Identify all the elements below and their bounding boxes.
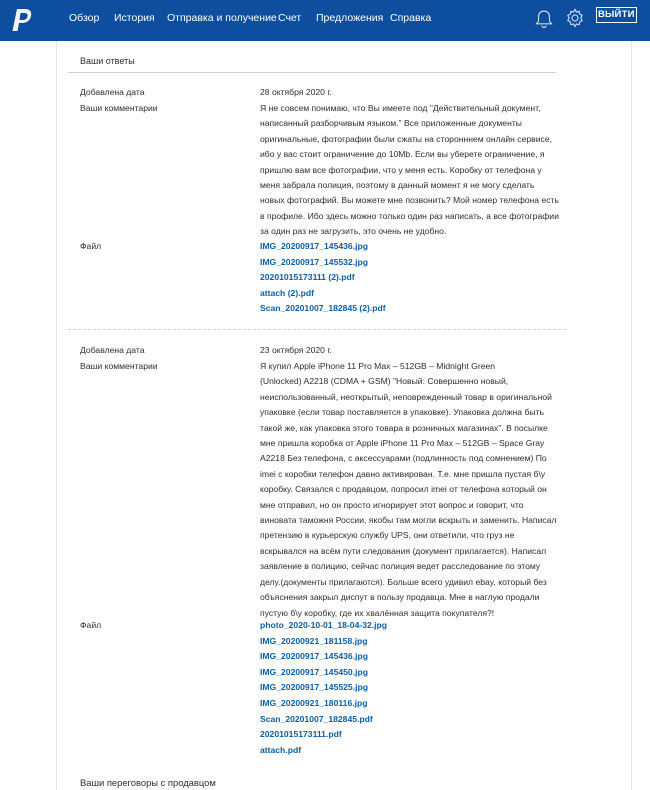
section-title: Ваши ответы [80,56,135,66]
comment-line: коробку. Связался с продавцом, попросил imei от телефона который он [260,484,547,495]
comment-line: виновата таможня России, якобы там могли вскрыть и заменить. Написал [260,515,557,526]
entry1-comment-text [260,101,560,240]
comment-line: пришлю вам все фотографии, что у меня есть. Коробку от телефона у [260,164,542,175]
top-navbar [0,0,650,41]
file-link[interactable]: IMG_20200921_180116.jpg [260,697,368,708]
entry1-file-label: Файл [80,241,102,251]
comment-line: неиспользованный, неоткрытый, неповрежденный товар в оригинальной [260,391,552,402]
entry1-file-list [260,239,386,317]
comment-line: за один раз не загрузить, это очень не удобно. [260,226,447,237]
comment-line: заявление в полицию, сейчас полиция ведет расследование по этому [260,561,541,572]
nav-send-receive[interactable]: Отправка и получение [167,12,277,24]
entry-divider [68,329,566,330]
comment-line: меня забрала полиция, поэтому в данный момент я не могу сделать [260,180,535,191]
entry2-file-label: Файл [80,620,102,630]
file-link[interactable]: IMG_20200917_145436.jpg [260,651,368,662]
comment-line: такой же, как упаковка этого товара в розничных магазинах". В посылке [260,422,548,433]
logout-button[interactable]: ВЫЙТИ [596,7,637,23]
comment-line: объяснения закрыл диспут в пользу продавца. Мне в наглую продали [260,592,540,603]
bell-icon[interactable] [534,9,554,29]
file-link[interactable]: IMG_20200917_145450.jpg [260,666,368,677]
gear-icon[interactable] [565,8,585,28]
comment-line: мне пришла коробка от Apple iPhone 11 Pro Max – 512GB – Space Gray [260,438,545,449]
comment-line: вскрывался на всём пути следования (документ прилагается). Написал [260,545,547,556]
file-link[interactable]: attach.pdf [260,744,302,755]
file-link[interactable]: IMG_20200921_181158.jpg [260,635,368,646]
nav-offers[interactable]: Предложения [316,12,384,24]
nav-history[interactable]: История [114,12,155,24]
comment-line: пустую б\у коробку, где их хвалённая защита покупателя?! [260,607,495,618]
comment-line: делу.(документы прилагаются). Больше всего удивил ebay, который без [260,576,547,587]
file-link[interactable]: Scan_20201007_182845 (2).pdf [260,303,386,314]
comment-line: новых фотографий. Вы можете мне позвонить? Мой номер телефона есть [260,195,559,206]
entry2-date-value: 23 октября 2020 г. [260,345,332,355]
file-link[interactable]: IMG_20200917_145532.jpg [260,256,368,267]
file-link[interactable]: Scan_20201007_182845.pdf [260,713,373,724]
nav-help[interactable]: Справка [390,12,432,24]
comment-line: imei с коробки телефон давно активирован. Т.е. мне пришла пустая б\у [260,468,546,479]
comment-line: оригинальные, фотографии были сжаты на сторонннем онлайн сервисе, [260,133,552,144]
file-link[interactable]: attach (2).pdf [260,287,314,298]
section-divider [68,72,556,73]
file-link[interactable]: photo_2020-10-01_18-04-32.jpg [260,620,388,630]
comment-line: (Unlocked) A2218 (CDMA + GSM) "Новый: Совершенно новый, [260,376,509,387]
comment-line: упаковке (если товар поставляется в упаковке). Упаковка должна быть [260,407,544,418]
entry2-comments-label: Ваши комментарии [80,361,158,371]
entry1-date-value: 28 октября 2020 г. [260,87,332,97]
entry2-file-list [260,618,387,758]
entry1-comments-label: Ваши комментарии [80,103,158,113]
comment-line: Я не совсем понимаю, что Вы имеете под "Действительный документ, [260,103,541,113]
entry2-date-label: Добавлена дата [80,345,145,355]
paypal-logo-icon[interactable] [12,8,34,33]
comment-line: написанный разборчивым языком." Все приложенные документы [260,118,522,129]
entry1-date-label: Добавлена дата [80,87,145,97]
nav-account[interactable]: Счет [278,12,302,24]
comment-line: A2218 Без телефона, с аксессуарами (подлинность под сомнением) По [260,453,547,464]
seller-negotiations-title: Ваши переговоры с продавцом [80,777,216,788]
nav-overview[interactable]: Обзор [69,12,100,24]
file-link[interactable]: IMG_20200917_145436.jpg [260,241,368,251]
file-link[interactable]: IMG_20200917_145525.jpg [260,682,368,693]
comment-line: ибо у вас стоит ограничение до 10Mb. Если вы уберете ограничение, я [260,149,545,160]
comment-line: мне отправил, но он просто игнорирует этот вопрос и говорит, что [260,499,524,510]
file-link[interactable]: 20201015173111 (2).pdf [260,272,355,283]
entry2-comment-text [260,359,560,621]
comment-line: претензию в курьерскую службу UPS, они ответили, что груз не [260,530,515,541]
comment-line: в профиле. Ибо здесь можно только один раз написать, а все фотографии [260,210,559,221]
comment-line: Я купил Apple iPhone 11 Pro Max – 512GB – Midnight Green [260,361,496,371]
file-link[interactable]: 20201015173111.pdf [260,729,342,740]
